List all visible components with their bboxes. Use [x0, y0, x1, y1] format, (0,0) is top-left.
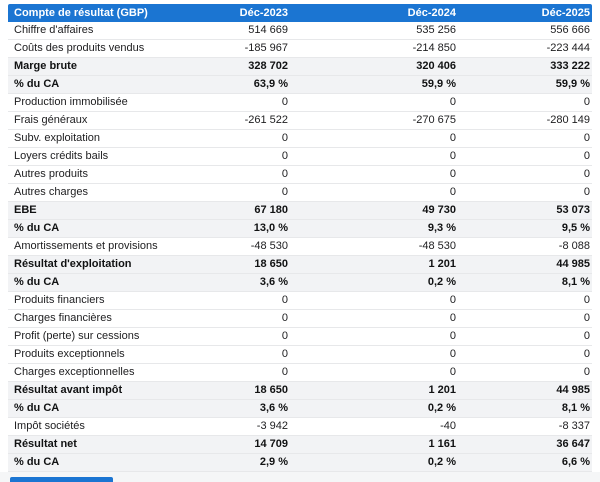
row-label: % du CA: [8, 274, 188, 292]
row-value: 2,9 %: [188, 454, 290, 472]
row-value: 0: [188, 184, 290, 202]
row-value: 13,0 %: [188, 220, 290, 238]
row-label: % du CA: [8, 454, 188, 472]
table-row: [8, 130, 592, 148]
row-label: Produits financiers: [8, 292, 188, 310]
row-label: Autres charges: [8, 184, 188, 202]
row-label: Charges exceptionnelles: [8, 364, 188, 382]
row-value: 0: [290, 346, 458, 364]
income-statement-table-container: [8, 4, 592, 472]
table-row: [8, 436, 592, 454]
table-row: [8, 112, 592, 130]
row-value: 0: [290, 94, 458, 112]
row-value: 0: [290, 328, 458, 346]
row-label: Marge brute: [8, 58, 188, 76]
table-row: [8, 274, 592, 292]
row-value: -48 530: [188, 238, 290, 256]
row-value: 0: [458, 148, 592, 166]
next-table-header-partial: [10, 477, 113, 482]
row-value: 0: [458, 292, 592, 310]
table-row: [8, 418, 592, 436]
row-value: 36 647: [458, 436, 592, 454]
row-value: 0: [458, 328, 592, 346]
table-row: [8, 22, 592, 40]
row-value: 0: [290, 292, 458, 310]
table-row: [8, 292, 592, 310]
row-label: % du CA: [8, 400, 188, 418]
row-value: -280 149: [458, 112, 592, 130]
page-bottom-margin: [0, 472, 600, 482]
row-value: 0: [290, 310, 458, 328]
row-value: -223 444: [458, 40, 592, 58]
row-value: 14 709: [188, 436, 290, 454]
table-row: [8, 256, 592, 274]
row-value: -3 942: [188, 418, 290, 436]
row-value: 0: [458, 184, 592, 202]
row-value: 0: [188, 130, 290, 148]
row-value: 0: [188, 346, 290, 364]
row-label: Produits exceptionnels: [8, 346, 188, 364]
table-row: [8, 454, 592, 472]
row-value: 0,2 %: [290, 274, 458, 292]
row-value: 0: [290, 184, 458, 202]
row-value: 0: [458, 130, 592, 148]
row-value: 0: [188, 364, 290, 382]
row-label: Subv. exploitation: [8, 130, 188, 148]
row-value: 0: [188, 310, 290, 328]
table-row: [8, 94, 592, 112]
row-label: Loyers crédits bails: [8, 148, 188, 166]
row-value: 44 985: [458, 256, 592, 274]
row-value: 0: [458, 310, 592, 328]
row-label: Autres produits: [8, 166, 188, 184]
row-value: 8,1 %: [458, 400, 592, 418]
row-label: Charges financières: [8, 310, 188, 328]
income-statement-table: [8, 4, 592, 472]
row-label: Résultat d'exploitation: [8, 256, 188, 274]
table-row: [8, 58, 592, 76]
row-value: 9,3 %: [290, 220, 458, 238]
row-value: -48 530: [290, 238, 458, 256]
row-value: 9,5 %: [458, 220, 592, 238]
table-row: [8, 184, 592, 202]
row-value: 514 669: [188, 22, 290, 40]
row-value: -40: [290, 418, 458, 436]
row-label: Profit (perte) sur cessions: [8, 328, 188, 346]
row-value: -261 522: [188, 112, 290, 130]
row-value: 0: [188, 292, 290, 310]
row-value: 18 650: [188, 256, 290, 274]
row-label: Chiffre d'affaires: [8, 22, 188, 40]
row-value: 320 406: [290, 58, 458, 76]
column-header-dec-2024: Déc-2024: [290, 4, 458, 22]
table-row: [8, 40, 592, 58]
table-row: [8, 400, 592, 418]
row-value: 44 985: [458, 382, 592, 400]
row-value: 0: [188, 166, 290, 184]
row-value: 0: [458, 346, 592, 364]
table-body: [8, 22, 592, 472]
row-value: -270 675: [290, 112, 458, 130]
table-title: Compte de résultat (GBP): [8, 4, 188, 22]
row-value: -8 088: [458, 238, 592, 256]
row-value: 333 222: [458, 58, 592, 76]
row-label: Résultat avant impôt: [8, 382, 188, 400]
row-value: 0: [458, 364, 592, 382]
row-value: 59,9 %: [290, 76, 458, 94]
column-header-dec-2023: Déc-2023: [188, 4, 290, 22]
row-value: 49 730: [290, 202, 458, 220]
row-value: 18 650: [188, 382, 290, 400]
row-label: Coûts des produits vendus: [8, 40, 188, 58]
row-value: 1 201: [290, 256, 458, 274]
row-value: 0: [290, 130, 458, 148]
row-value: 67 180: [188, 202, 290, 220]
row-value: 0: [188, 328, 290, 346]
row-value: 63,9 %: [188, 76, 290, 94]
row-value: 3,6 %: [188, 400, 290, 418]
row-label: Production immobilisée: [8, 94, 188, 112]
row-value: 8,1 %: [458, 274, 592, 292]
row-value: 6,6 %: [458, 454, 592, 472]
row-value: -8 337: [458, 418, 592, 436]
row-value: 0: [188, 148, 290, 166]
row-value: 0: [458, 166, 592, 184]
table-header-row: [8, 4, 592, 22]
table-row: [8, 202, 592, 220]
row-label: % du CA: [8, 76, 188, 94]
row-label: Impôt sociétés: [8, 418, 188, 436]
row-value: 556 666: [458, 22, 592, 40]
row-value: 0,2 %: [290, 454, 458, 472]
row-value: 0: [188, 94, 290, 112]
table-row: [8, 148, 592, 166]
row-label: Amortissements et provisions: [8, 238, 188, 256]
row-label: EBE: [8, 202, 188, 220]
row-value: 0: [290, 148, 458, 166]
table-row: [8, 166, 592, 184]
table-row: [8, 346, 592, 364]
row-label: Résultat net: [8, 436, 188, 454]
row-value: 535 256: [290, 22, 458, 40]
table-row: [8, 328, 592, 346]
row-value: 0: [290, 166, 458, 184]
column-header-dec-2025: Déc-2025: [458, 4, 592, 22]
row-value: 1 161: [290, 436, 458, 454]
row-value: 0: [458, 94, 592, 112]
table-row: [8, 76, 592, 94]
table-row: [8, 220, 592, 238]
row-value: 53 073: [458, 202, 592, 220]
row-value: 0,2 %: [290, 400, 458, 418]
row-value: -214 850: [290, 40, 458, 58]
row-value: -185 967: [188, 40, 290, 58]
table-row: [8, 364, 592, 382]
row-value: 59,9 %: [458, 76, 592, 94]
row-label: Frais généraux: [8, 112, 188, 130]
row-label: % du CA: [8, 220, 188, 238]
table-row: [8, 238, 592, 256]
row-value: 3,6 %: [188, 274, 290, 292]
row-value: 328 702: [188, 58, 290, 76]
table-row: [8, 382, 592, 400]
row-value: 1 201: [290, 382, 458, 400]
table-row: [8, 310, 592, 328]
row-value: 0: [290, 364, 458, 382]
